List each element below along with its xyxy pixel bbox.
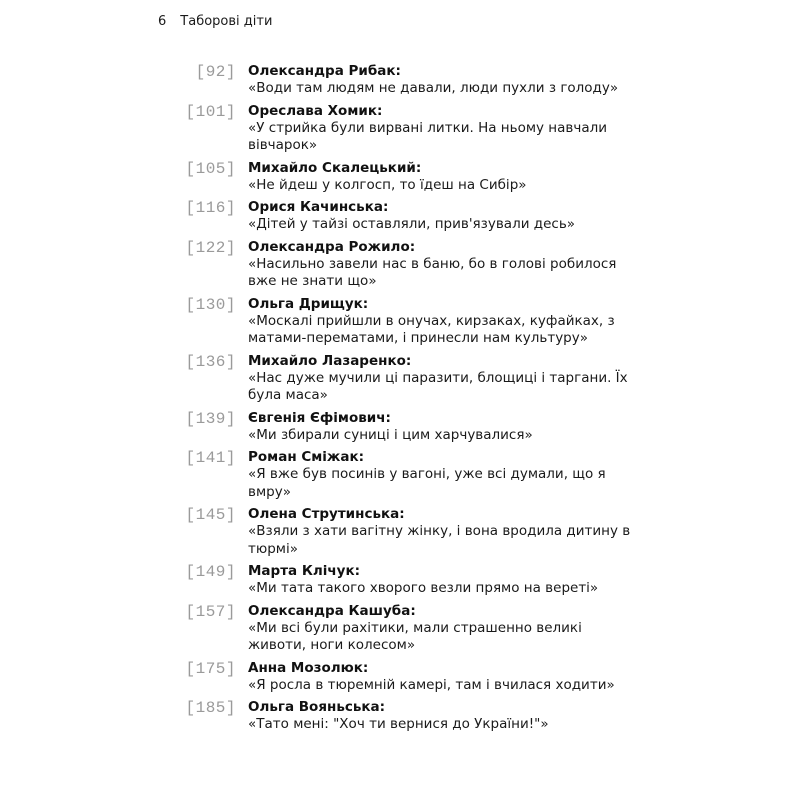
list-item xyxy=(170,505,640,558)
quote-text: «Тато мені: "Хоч ти вернися до України!"» xyxy=(248,716,549,732)
entry-body xyxy=(248,62,640,98)
list-item xyxy=(170,409,640,445)
entry-body xyxy=(248,102,640,155)
speaker-name: Олександра Кашуба: xyxy=(248,602,416,619)
quote-text: «Взяли з хати вагітну жінку, і вона вродила дитину в тюрмі» xyxy=(248,523,631,557)
list-item xyxy=(170,698,640,734)
quote-text: «Я вже був посинів у вагоні, уже всі думали, що я вмру» xyxy=(248,466,606,500)
quote-text: «Дітей у тайзі оставляли, прив'язували десь» xyxy=(248,216,576,232)
list-item xyxy=(170,295,640,348)
page-reference: [130] xyxy=(185,295,236,314)
list-item xyxy=(170,448,640,501)
list-item xyxy=(170,62,640,98)
list-item xyxy=(170,659,640,695)
entry-body xyxy=(248,562,640,598)
quote-text: «Не йдеш у колгосп, то їдеш на Сибір» xyxy=(248,176,527,193)
speaker-name: Олена Струтинська: xyxy=(248,506,405,522)
speaker-name: Ольга Вояньська: xyxy=(248,699,386,715)
quote-text: «У стрийка були вирвані литки. На ньому навчали вівчарок» xyxy=(248,119,608,153)
speaker-name: Олександра Рожило: xyxy=(248,238,416,255)
speaker-name: Олександра Рибак: xyxy=(248,63,401,79)
speaker-name: Орися Качинська: xyxy=(248,199,389,215)
contents-list xyxy=(170,62,640,738)
quote-text: «Насильно завели нас в баню, бо в голові робилося вже не знати що» xyxy=(248,255,617,289)
page-reference: [139] xyxy=(185,409,236,428)
speaker-name: Анна Мозолюк: xyxy=(248,659,369,676)
page-number: 6 xyxy=(158,14,167,29)
page-reference: [157] xyxy=(185,602,236,621)
list-item xyxy=(170,562,640,598)
quote-text: «Нас дуже мучили ці паразити, блощиці і таргани. Їх була маса» xyxy=(248,369,628,403)
entry-body xyxy=(248,659,640,695)
running-title: Таборові діти xyxy=(180,14,273,29)
page-reference: [185] xyxy=(185,699,236,717)
speaker-name: Михайло Лазаренко: xyxy=(248,352,412,369)
speaker-name: Марта Клічук: xyxy=(248,563,361,579)
entry-body xyxy=(248,698,640,734)
quote-text: «Ми всі були рахітики, мали страшенно великі животи, ноги колесом» xyxy=(248,619,582,653)
entry-body xyxy=(248,602,640,655)
page-reference: [175] xyxy=(185,659,236,678)
list-item xyxy=(170,602,640,655)
page-reference: [116] xyxy=(185,199,236,217)
page-reference: [122] xyxy=(185,238,236,257)
quote-text: «Ми збирали суниці і цим харчувалися» xyxy=(248,426,533,443)
speaker-name: Ольга Дрищук: xyxy=(248,295,369,312)
page-reference: [141] xyxy=(185,449,236,467)
page-header xyxy=(158,14,272,29)
list-item xyxy=(170,159,640,195)
page-reference: [145] xyxy=(185,506,236,524)
page-reference: [105] xyxy=(185,159,236,178)
list-item xyxy=(170,238,640,291)
speaker-name: Євгенія Єфімович: xyxy=(248,409,391,426)
entry-body xyxy=(248,409,640,445)
quote-text: «Я росла в тюремній камері, там і вчилася ходити» xyxy=(248,676,615,693)
quote-text: «Москалі прийшли в онучах, кирзаках, куфайках, з матами-перематами, і принесли нам культуру» xyxy=(248,312,615,346)
entry-body xyxy=(248,295,640,348)
page-reference: [92] xyxy=(195,63,236,81)
page-reference: [101] xyxy=(185,102,236,121)
list-item xyxy=(170,198,640,234)
speaker-name: Михайло Скалецький: xyxy=(248,159,422,176)
entry-body xyxy=(248,505,640,558)
entry-body xyxy=(248,238,640,291)
list-item xyxy=(170,352,640,405)
speaker-name: Орeслава Хомик: xyxy=(248,102,383,119)
list-item xyxy=(170,102,640,155)
entry-body xyxy=(248,159,640,195)
entry-body xyxy=(248,448,640,501)
entry-body xyxy=(248,198,640,234)
quote-text: «Води там людям не давали, люди пухли з голоду» xyxy=(248,80,619,96)
speaker-name: Роман Сміжак: xyxy=(248,449,365,465)
quote-text: «Ми тата такого хворого везли прямо на вереті» xyxy=(248,580,599,596)
entry-body xyxy=(248,352,640,405)
page-reference: [149] xyxy=(185,563,236,581)
page-reference: [136] xyxy=(185,352,236,371)
